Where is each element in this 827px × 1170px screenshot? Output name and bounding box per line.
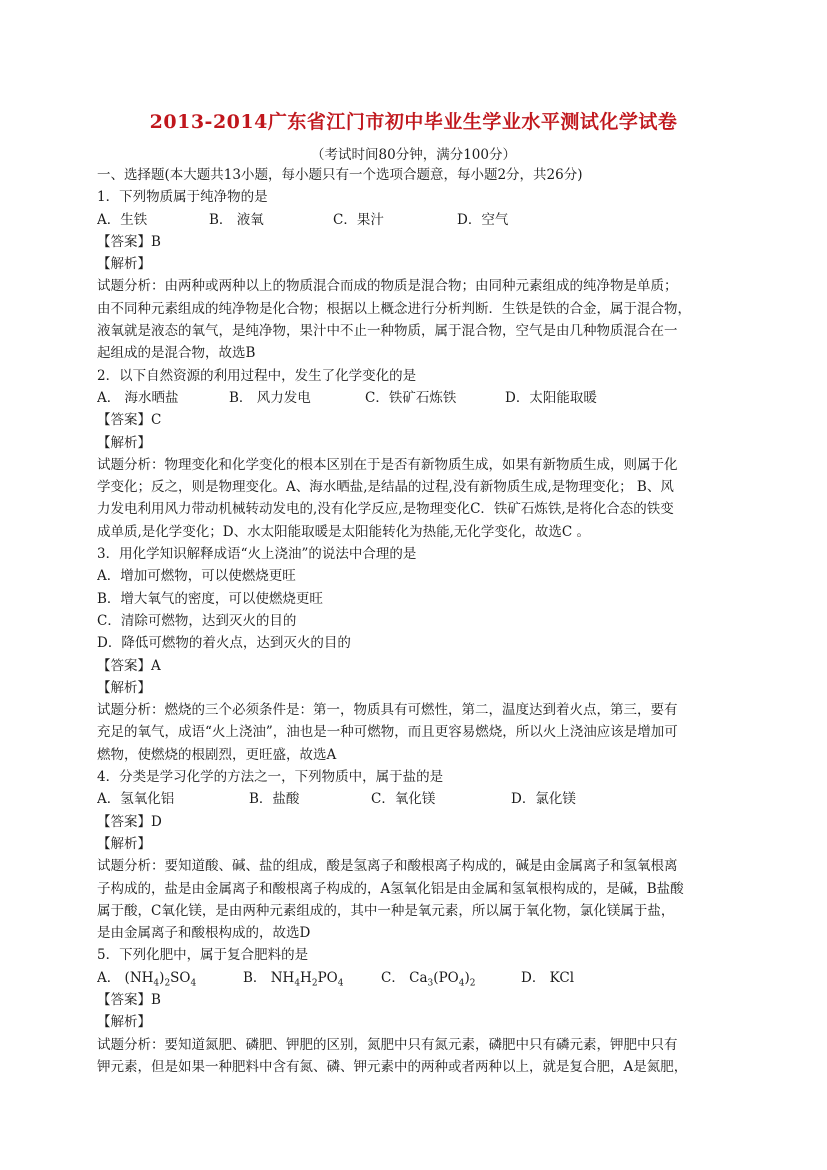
answer: 【答案】B bbox=[97, 233, 161, 250]
option-b: B． 液氧 bbox=[209, 211, 264, 228]
question-4 bbox=[97, 766, 737, 944]
option-a: A．增加可燃物，可以使燃烧更旺 bbox=[97, 568, 296, 585]
formula: KCl bbox=[549, 969, 575, 986]
exam-body bbox=[97, 164, 737, 1078]
option-b: B． 风力发电 bbox=[229, 389, 311, 406]
option-c bbox=[381, 967, 521, 989]
analysis-line: 学变化；反之，则是物理变化。A、海水晒盐,是结晶的过程,没有新物质生成,是物理变化； B、风 bbox=[97, 479, 674, 496]
option-b: B．盐酸 bbox=[249, 791, 300, 808]
option-a bbox=[97, 967, 243, 989]
question-3 bbox=[97, 543, 737, 766]
option-c: C．铁矿石炼铁 bbox=[365, 389, 457, 406]
options-row bbox=[97, 967, 737, 989]
analysis-line: 燃物，使燃烧的根剧烈，更旺盛，故选A bbox=[97, 746, 337, 763]
analysis-label: 【解析】 bbox=[97, 835, 151, 852]
option-b: B．增大氧气的密度，可以使燃烧更旺 bbox=[97, 590, 323, 607]
formula: $NH_4H_2PO_4$ bbox=[270, 969, 344, 989]
analysis-line: 起组成的是混合物，故选B bbox=[97, 345, 256, 362]
analysis-line: 由不同种元素组成的纯净物是化合物；根据以上概念进行分析判断．生铁是铁的合金，属于混合物， bbox=[97, 300, 691, 317]
analysis-line: 钾元素，但是如果一种肥料中含有氮、磷、钾元素中的两种或者两种以上，就是复合肥，A是氮肥， bbox=[97, 1058, 688, 1075]
analysis-label: 【解析】 bbox=[97, 679, 151, 696]
answer: 【答案】A bbox=[97, 657, 161, 674]
option-d: D．氯化镁 bbox=[511, 791, 576, 808]
question-1 bbox=[97, 186, 737, 364]
analysis-line: 试题分析：由两种或两种以上的物质混合而成的物质是混合物；由同种元素组成的纯净物是单质； bbox=[97, 278, 678, 295]
option-d: D．太阳能取暖 bbox=[505, 389, 597, 406]
analysis-line: 试题分析：要知道氮肥、磷肥、钾肥的区别，氮肥中只有氮元素，磷肥中只有磷元素，钾肥中只有 bbox=[97, 1036, 678, 1053]
option-c: C．氧化镁 bbox=[371, 791, 436, 808]
question-5 bbox=[97, 944, 737, 1078]
question-2 bbox=[97, 365, 737, 543]
question-stem: 5．下列化肥中，属于复合肥料的是 bbox=[97, 947, 309, 964]
section-heading: 一、选择题(本大题共13小题，每小题只有一个选项合题意，每小题2分，共26分) bbox=[97, 167, 583, 183]
formula: $(NH_4)_2SO_4$ bbox=[124, 969, 197, 989]
option-a: A．氢氧化铝 bbox=[97, 791, 175, 808]
option-a: A． 海水晒盐 bbox=[97, 389, 179, 406]
analysis-line: 试题分析：物理变化和化学变化的根本区别在于是否有新物质生成，如果有新物质生成，则属于化 bbox=[97, 456, 678, 473]
analysis-line: 属于酸，C氧化镁，是由两种元素组成的，其中一种是氧元素，所以属于氧化物，氯化镁属于盐， bbox=[97, 902, 675, 919]
analysis-line: 力发电利用风力带动机械转动发电的,没有化学反应,是物理变化C．铁矿石炼铁,是将化合态的铁变 bbox=[97, 501, 674, 518]
option-d bbox=[521, 967, 574, 989]
formula: $Ca_3(PO_4)_2$ bbox=[409, 969, 476, 989]
option-letter: D． bbox=[521, 969, 546, 986]
options-row bbox=[97, 788, 737, 810]
analysis-label: 【解析】 bbox=[97, 434, 151, 451]
exam-title: 2013-2014广东省江门市初中毕业生学业水平测试化学试卷 bbox=[149, 111, 678, 133]
analysis-line: 充足的氧气，成语“火上浇油”，油也是一种可燃物，而且更容易燃烧，所以火上浇油应该是增加可 bbox=[97, 724, 678, 741]
analysis-line: 是由金属离子和酸根构成的，故选D bbox=[97, 925, 311, 942]
analysis-line: 成单质,是化学变化；D、水太阳能取暖是太阳能转化为热能,无化学变化，故选C 。 bbox=[97, 523, 591, 540]
question-stem: 2．以下自然资源的利用过程中，发生了化学变化的是 bbox=[97, 367, 417, 384]
options-row bbox=[97, 387, 737, 409]
option-letter: C． bbox=[381, 969, 405, 986]
option-b bbox=[243, 967, 381, 989]
answer: 【答案】D bbox=[97, 813, 162, 830]
question-stem: 3．用化学知识解释成语“火上浇油”的说法中合理的是 bbox=[97, 546, 417, 563]
question-stem: 4．分类是学习化学的方法之一，下列物质中，属于盐的是 bbox=[97, 769, 444, 786]
answer: 【答案】C bbox=[97, 412, 162, 429]
answer: 【答案】B bbox=[97, 991, 161, 1008]
option-letter: B． bbox=[243, 969, 267, 986]
options-row bbox=[97, 209, 737, 231]
analysis-line: 试题分析：要知道酸、碱、盐的组成，酸是氢离子和酸根离子构成的，碱是由金属离子和氢氧根离 bbox=[97, 858, 678, 875]
analysis-line: 液氧就是液态的氧气，是纯净物，果汁中不止一种物质，属于混合物，空气是由几种物质混合在一 bbox=[97, 323, 678, 340]
option-letter: A． bbox=[97, 969, 121, 986]
option-d: D．空气 bbox=[457, 211, 509, 228]
exam-subtitle: （考试时间80分钟，满分100分） bbox=[311, 147, 516, 163]
option-d: D．降低可燃物的着火点，达到灭火的目的 bbox=[97, 635, 351, 652]
option-c: C．果汁 bbox=[333, 211, 384, 228]
analysis-label: 【解析】 bbox=[97, 256, 151, 273]
analysis-line: 试题分析：燃烧的三个必须条件是：第一，物质具有可燃性，第二，温度达到着火点，第三，要有 bbox=[97, 702, 678, 719]
option-c: C．清除可燃物，达到灭火的目的 bbox=[97, 612, 297, 629]
option-a: A．生铁 bbox=[97, 211, 148, 228]
question-stem: 1．下列物质属于纯净物的是 bbox=[97, 189, 268, 206]
analysis-line: 子构成的，盐是由金属离子和酸根离子构成的，A氢氧化铝是由金属和氢氧根构成的，是碱，B盐酸 bbox=[97, 880, 684, 897]
analysis-label: 【解析】 bbox=[97, 1014, 151, 1031]
